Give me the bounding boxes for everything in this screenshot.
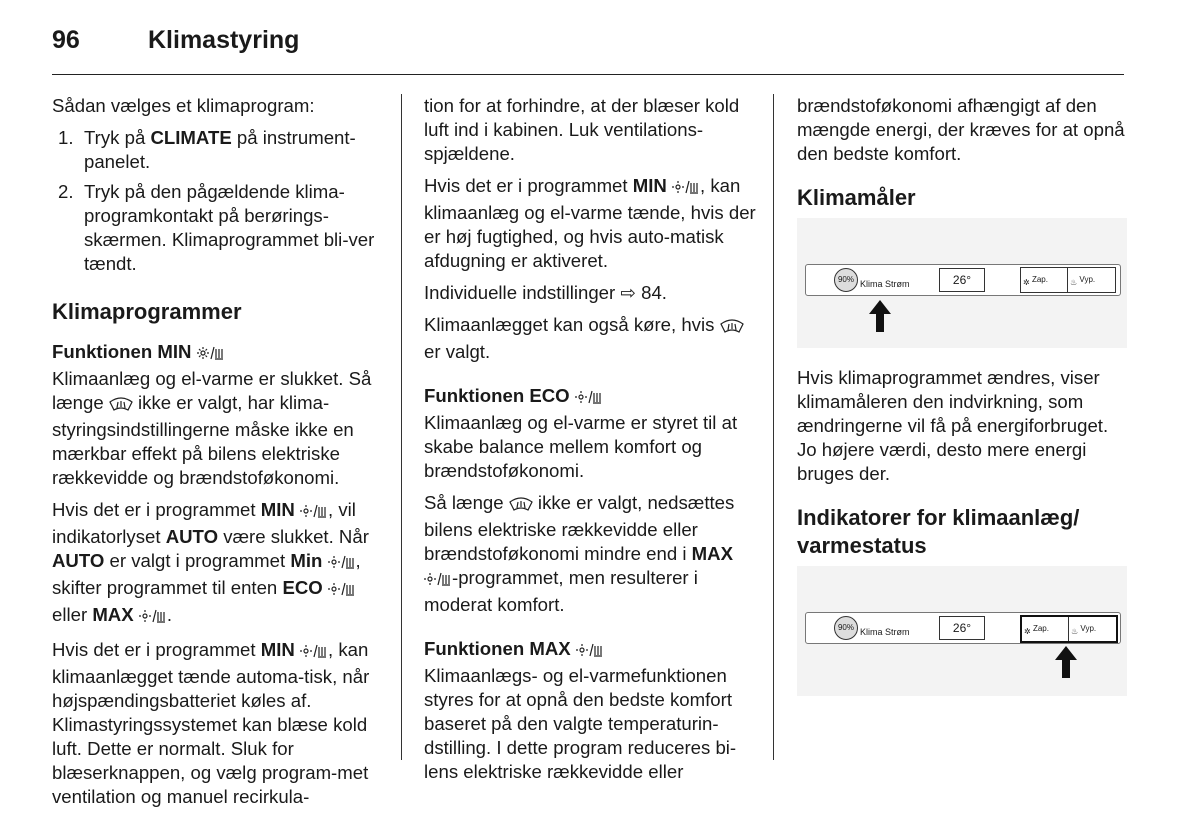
status-buttons (1020, 267, 1116, 293)
subheading-eco (424, 384, 756, 411)
fan-heat-icon (576, 640, 604, 664)
ac-status-button: ✲ Zap. (1024, 617, 1069, 641)
step-number: 2. (58, 181, 74, 202)
page-title: Klimastyring (148, 26, 300, 54)
paragraph: brændstoføkonomi afhængigt af den mængde energi, der kræves for at opnå den bedste komfort. (797, 95, 1125, 164)
paragraph: Individuelle indstillinger ⇨ 84. (424, 282, 667, 303)
section-heading-klimamaler: Klimamåler (797, 185, 916, 210)
temperature-display: 26° (939, 616, 985, 640)
snowflake-icon: ✲ (1024, 627, 1031, 636)
climate-bar (805, 264, 1121, 296)
intro-text: Sådan vælges et klimaprogram: (52, 95, 315, 116)
paragraph: Klimaanlæg og el-varme er slukket. Så længe ikke er valgt, har klima-styringsindstillingerne måske ikke en mærkbar effekt på bilens elektriske rækkevidde og brændstoføkonomi. (52, 368, 372, 488)
paragraph: Klimaanlægget kan også køre, hvis er valgt. (424, 313, 756, 364)
step-bold: CLIMATE (150, 127, 232, 148)
step-item (52, 126, 382, 174)
paragraph: Så længe ikke er valgt, nedsættes bilens elektriske rækkevidde eller brændstoføkonomi mindre end i MAX -programmet, men resulterer i moderat komfort. (424, 492, 735, 615)
climate-bar (805, 612, 1121, 644)
fan-heat-icon (575, 387, 603, 411)
arrow-up-icon (869, 300, 891, 332)
windshield-defrost-icon (720, 316, 744, 340)
subheading-min (52, 340, 382, 367)
paragraph: tion for at forhindre, at der blæser kold luft ind i kabinen. Luk ventilations-spjældene. (424, 95, 740, 164)
column-2 (424, 94, 756, 792)
fan-heat-icon (328, 552, 356, 576)
paragraph: Hvis det er i programmet MIN , kan klimaanlægget tænde automa-tisk, når højspændingsbatteriet køles af. Klimastyringssystemet kan blæse kold luft. Dette er normalt. Sluk for blæserknappen, og vælg program-met ventilation og manuel recirkula- (52, 639, 370, 807)
climate-label: Klima Strøm (860, 279, 910, 289)
column-divider (773, 94, 774, 760)
column-1 (52, 94, 382, 817)
fan-heat-icon (672, 177, 700, 201)
page-header (52, 22, 1124, 75)
heat-status-button: ♨ Vyp. (1070, 268, 1112, 292)
energy-percent: 90% (834, 616, 858, 640)
paragraph: Hvis det er i programmet MIN , kan klimaanlæg og el-varme tænde, hvis der er høj fugtighed, og hvis auto-matisk afdugning er aktiveret. (424, 175, 756, 271)
subheading-text: Funktionen MIN (52, 341, 192, 362)
page-number: 96 (52, 26, 80, 54)
snowflake-icon: ✲ (1023, 278, 1030, 287)
energy-percent: 90% (834, 268, 858, 292)
heat-icon: ♨ (1071, 627, 1079, 636)
step-item (52, 180, 382, 276)
step-number: 1. (58, 127, 74, 148)
paragraph: Hvis klimaprogrammet ændres, viser klimamåleren den indvirkning, som ændringerne vil få på energiforbruget. Jo højere værdi, desto mere energi bruges der. (797, 367, 1109, 484)
fan-heat-icon (424, 569, 452, 593)
step-list (52, 126, 382, 276)
climate-status-figure (797, 566, 1127, 696)
section-heading: Klimaprogrammer (52, 299, 242, 324)
column-divider (401, 94, 402, 760)
step-text: Tryk på (84, 127, 151, 148)
column-3 (797, 94, 1127, 714)
status-buttons (1020, 615, 1118, 643)
paragraph: Klimaanlægs- og el-varmefunktionen styres for at opnå den bedste komfort baseret på den valgte temperaturin-dstilling. I dette program reduceres bi-lens elektriske rækkevidde eller (424, 665, 737, 782)
subheading-text: Funktionen ECO (424, 385, 570, 406)
heat-status-button: ♨ Vyp. (1071, 617, 1113, 641)
fan-heat-icon (300, 641, 328, 665)
heat-icon: ♨ (1070, 278, 1078, 287)
step-text: Tryk på den pågældende klima-programkontakt på berørings-skærmen. Klimaprogrammet bli-ver tændt. (84, 181, 375, 274)
step-text: på instrument-panelet. (84, 127, 356, 172)
windshield-defrost-icon (509, 494, 533, 518)
subheading-max (424, 637, 756, 664)
fan-heat-icon (139, 606, 167, 630)
section-heading-indikatorer: Indikatorer for klimaanlæg/ varmestatus (797, 505, 1080, 558)
windshield-defrost-icon (109, 394, 133, 418)
paragraph: Klimaanlæg og el-varme er styret til at skabe balance mellem komfort og brændstoføkonomi. (424, 412, 738, 481)
fan-heat-icon (328, 579, 356, 603)
climate-gauge-figure (797, 218, 1127, 348)
subheading-text: Funktionen MAX (424, 638, 571, 659)
climate-label: Klima Strøm (860, 627, 910, 637)
fan-heat-icon (197, 343, 225, 367)
ac-status-button: ✲ Zap. (1023, 268, 1068, 292)
temperature-display: 26° (939, 268, 985, 292)
fan-heat-icon (300, 501, 328, 525)
paragraph: Hvis det er i programmet MIN , vil indikatorlyset AUTO være slukket. Når AUTO er valgt i programmet Min , skifter programmet til enten ECO eller MAX . (52, 498, 382, 630)
arrow-up-icon (1055, 646, 1077, 678)
